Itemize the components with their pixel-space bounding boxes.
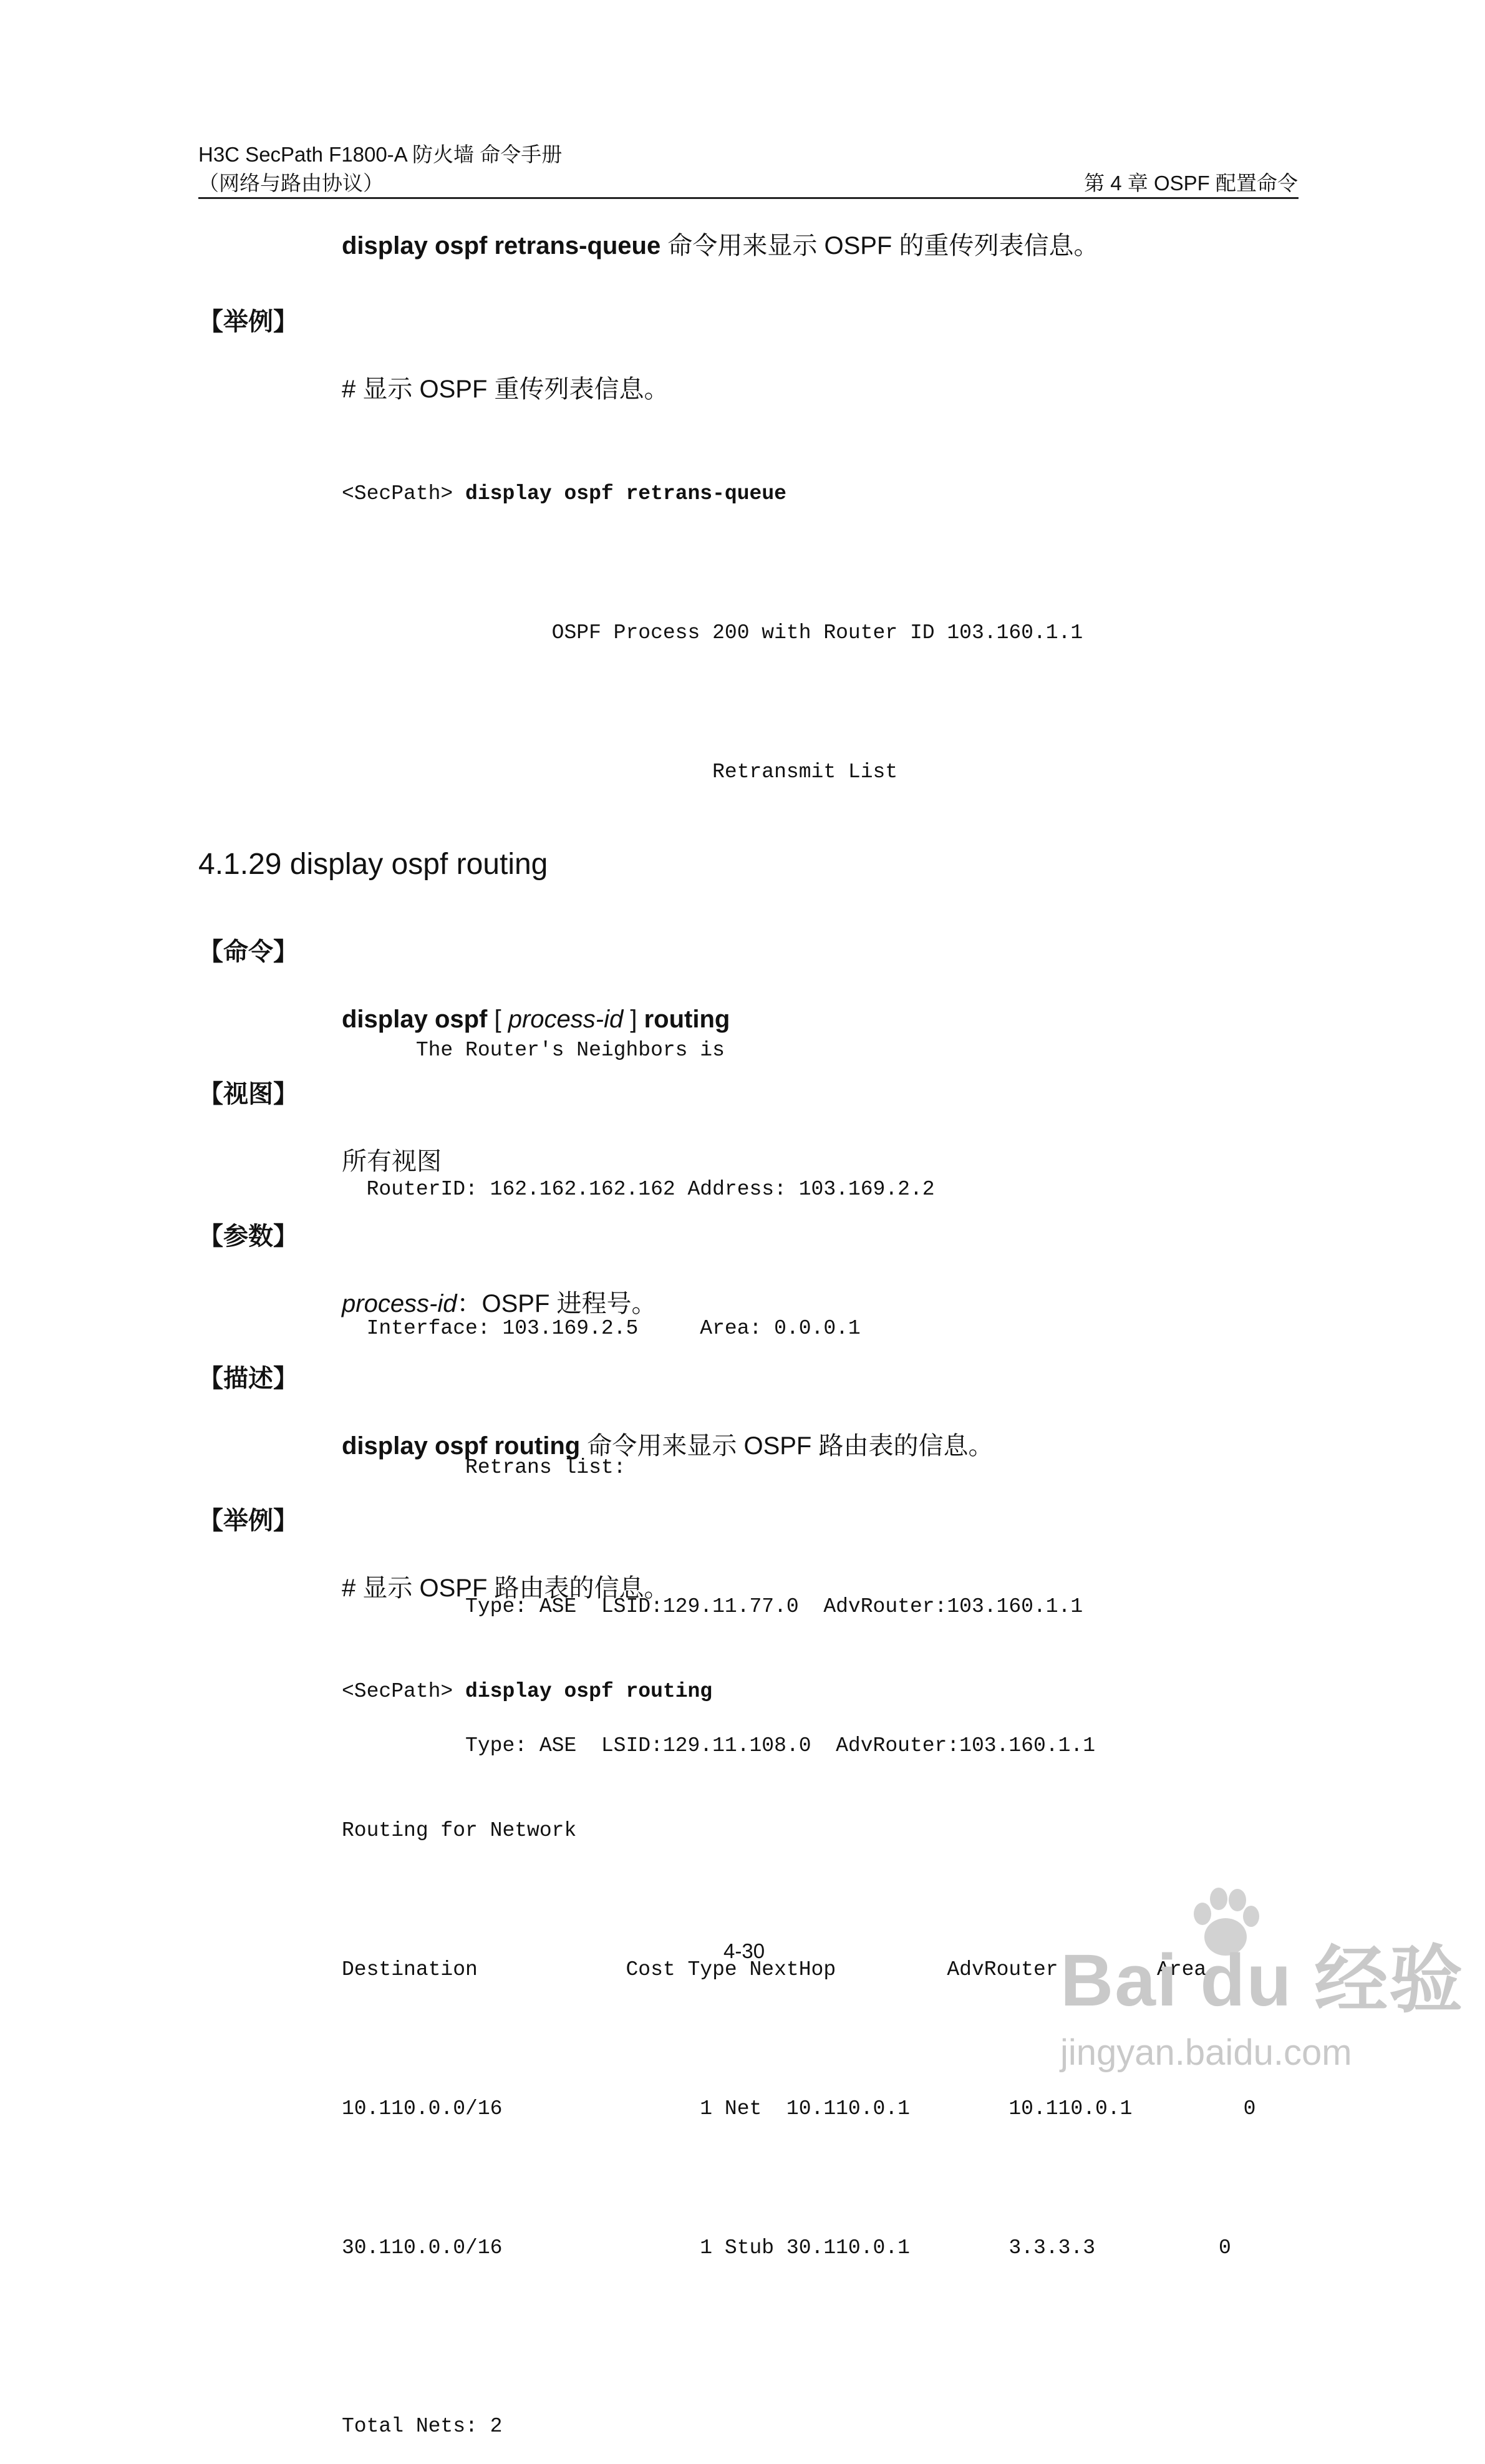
description-label: 【描述】 xyxy=(198,1365,298,1392)
retrans-description-text: 命令用来显示 OSPF 的重传列表信息。 xyxy=(660,232,1099,259)
watermark-brand: Bai du 经验 xyxy=(1060,1939,1464,2022)
routing-description xyxy=(342,1430,993,1462)
routing-table-row: 30.110.0.0/16 1 Stub 30.110.0.1 3.3.3.3 0 xyxy=(342,2236,1231,2259)
code-command-line xyxy=(342,482,1095,507)
code-command: display ospf retrans-queue xyxy=(465,482,786,505)
syntax-keyword: routing xyxy=(644,1006,730,1033)
syntax-command: display ospf xyxy=(342,1006,488,1033)
example-label: 【举例】 xyxy=(198,1507,298,1535)
parameter-name: process-id xyxy=(342,1290,457,1317)
syntax-bracket-close: ] xyxy=(623,1006,644,1033)
code-output-line: Interface: 103.169.2.5 Area: 0.0.0.1 xyxy=(342,1317,861,1340)
page-number: 4-30 xyxy=(723,1939,765,1962)
code-output-line xyxy=(342,899,1095,924)
header-manual-title: H3C SecPath F1800-A 防火墙 命令手册 xyxy=(198,143,563,166)
syntax-param: process-id xyxy=(508,1006,624,1033)
command-syntax xyxy=(342,1003,730,1036)
code-output-line: Type: ASE LSID:129.11.77.0 AdvRouter:103.160.1.1 xyxy=(342,1595,1083,1618)
code-output-line: RouterID: 162.162.162.162 Address: 103.169.2.2 xyxy=(342,1178,935,1201)
example-intro: # 显示 OSPF 重传列表信息。 xyxy=(342,376,669,403)
code-prompt: <SecPath> xyxy=(342,1680,466,1703)
routing-description-text: 命令用来显示 OSPF 路由表的信息。 xyxy=(580,1432,994,1460)
watermark-url: jingyan.baidu.com xyxy=(1060,2032,1352,2073)
code-output-line: Type: ASE LSID:129.11.108.0 AdvRouter:103.160.1.1 xyxy=(342,1734,1095,1757)
parameter-label: 【参数】 xyxy=(198,1223,298,1250)
code-command: display ospf routing xyxy=(465,1680,713,1703)
code-output-line: The Router's Neighbors is xyxy=(342,1039,725,1062)
view-text: 所有视图 xyxy=(342,1148,442,1175)
command-label: 【命令】 xyxy=(198,938,298,966)
routing-title: Routing for Network xyxy=(342,1819,577,1842)
code-output-line: Retransmit List xyxy=(342,760,898,783)
example-intro: # 显示 OSPF 路由表的信息。 xyxy=(342,1574,669,1602)
header-subtitle: （网络与路由协议） xyxy=(198,172,384,195)
retrans-description-command: display ospf retrans-queue xyxy=(342,232,661,259)
parameter-description xyxy=(342,1288,657,1320)
syntax-bracket-open: [ xyxy=(487,1006,508,1033)
routing-total: Total Nets: 2 xyxy=(342,2415,503,2438)
header-chapter: 第 4 章 OSPF 配置命令 xyxy=(1084,172,1298,195)
header-rule xyxy=(198,197,1299,199)
section-heading: 4.1.29 display ospf routing xyxy=(198,848,548,881)
view-label: 【视图】 xyxy=(198,1080,298,1108)
example-label: 【举例】 xyxy=(198,308,298,336)
routing-table-header: Destination Cost Type NextHop AdvRouter Area xyxy=(342,1958,1207,1981)
parameter-text: ：OSPF 进程号。 xyxy=(457,1290,657,1317)
code-output-line: Retrans list: xyxy=(342,1456,626,1479)
retrans-description xyxy=(342,230,1098,262)
routing-description-command: display ospf routing xyxy=(342,1432,581,1460)
code-prompt: <SecPath> xyxy=(342,482,466,505)
code-output-line: OSPF Process 200 with Router ID 103.160.1.1 xyxy=(342,621,1083,644)
code-command-line xyxy=(342,1679,1255,1704)
routing-table-row: 10.110.0.0/16 1 Net 10.110.0.1 10.110.0.1 0 xyxy=(342,2097,1256,2120)
